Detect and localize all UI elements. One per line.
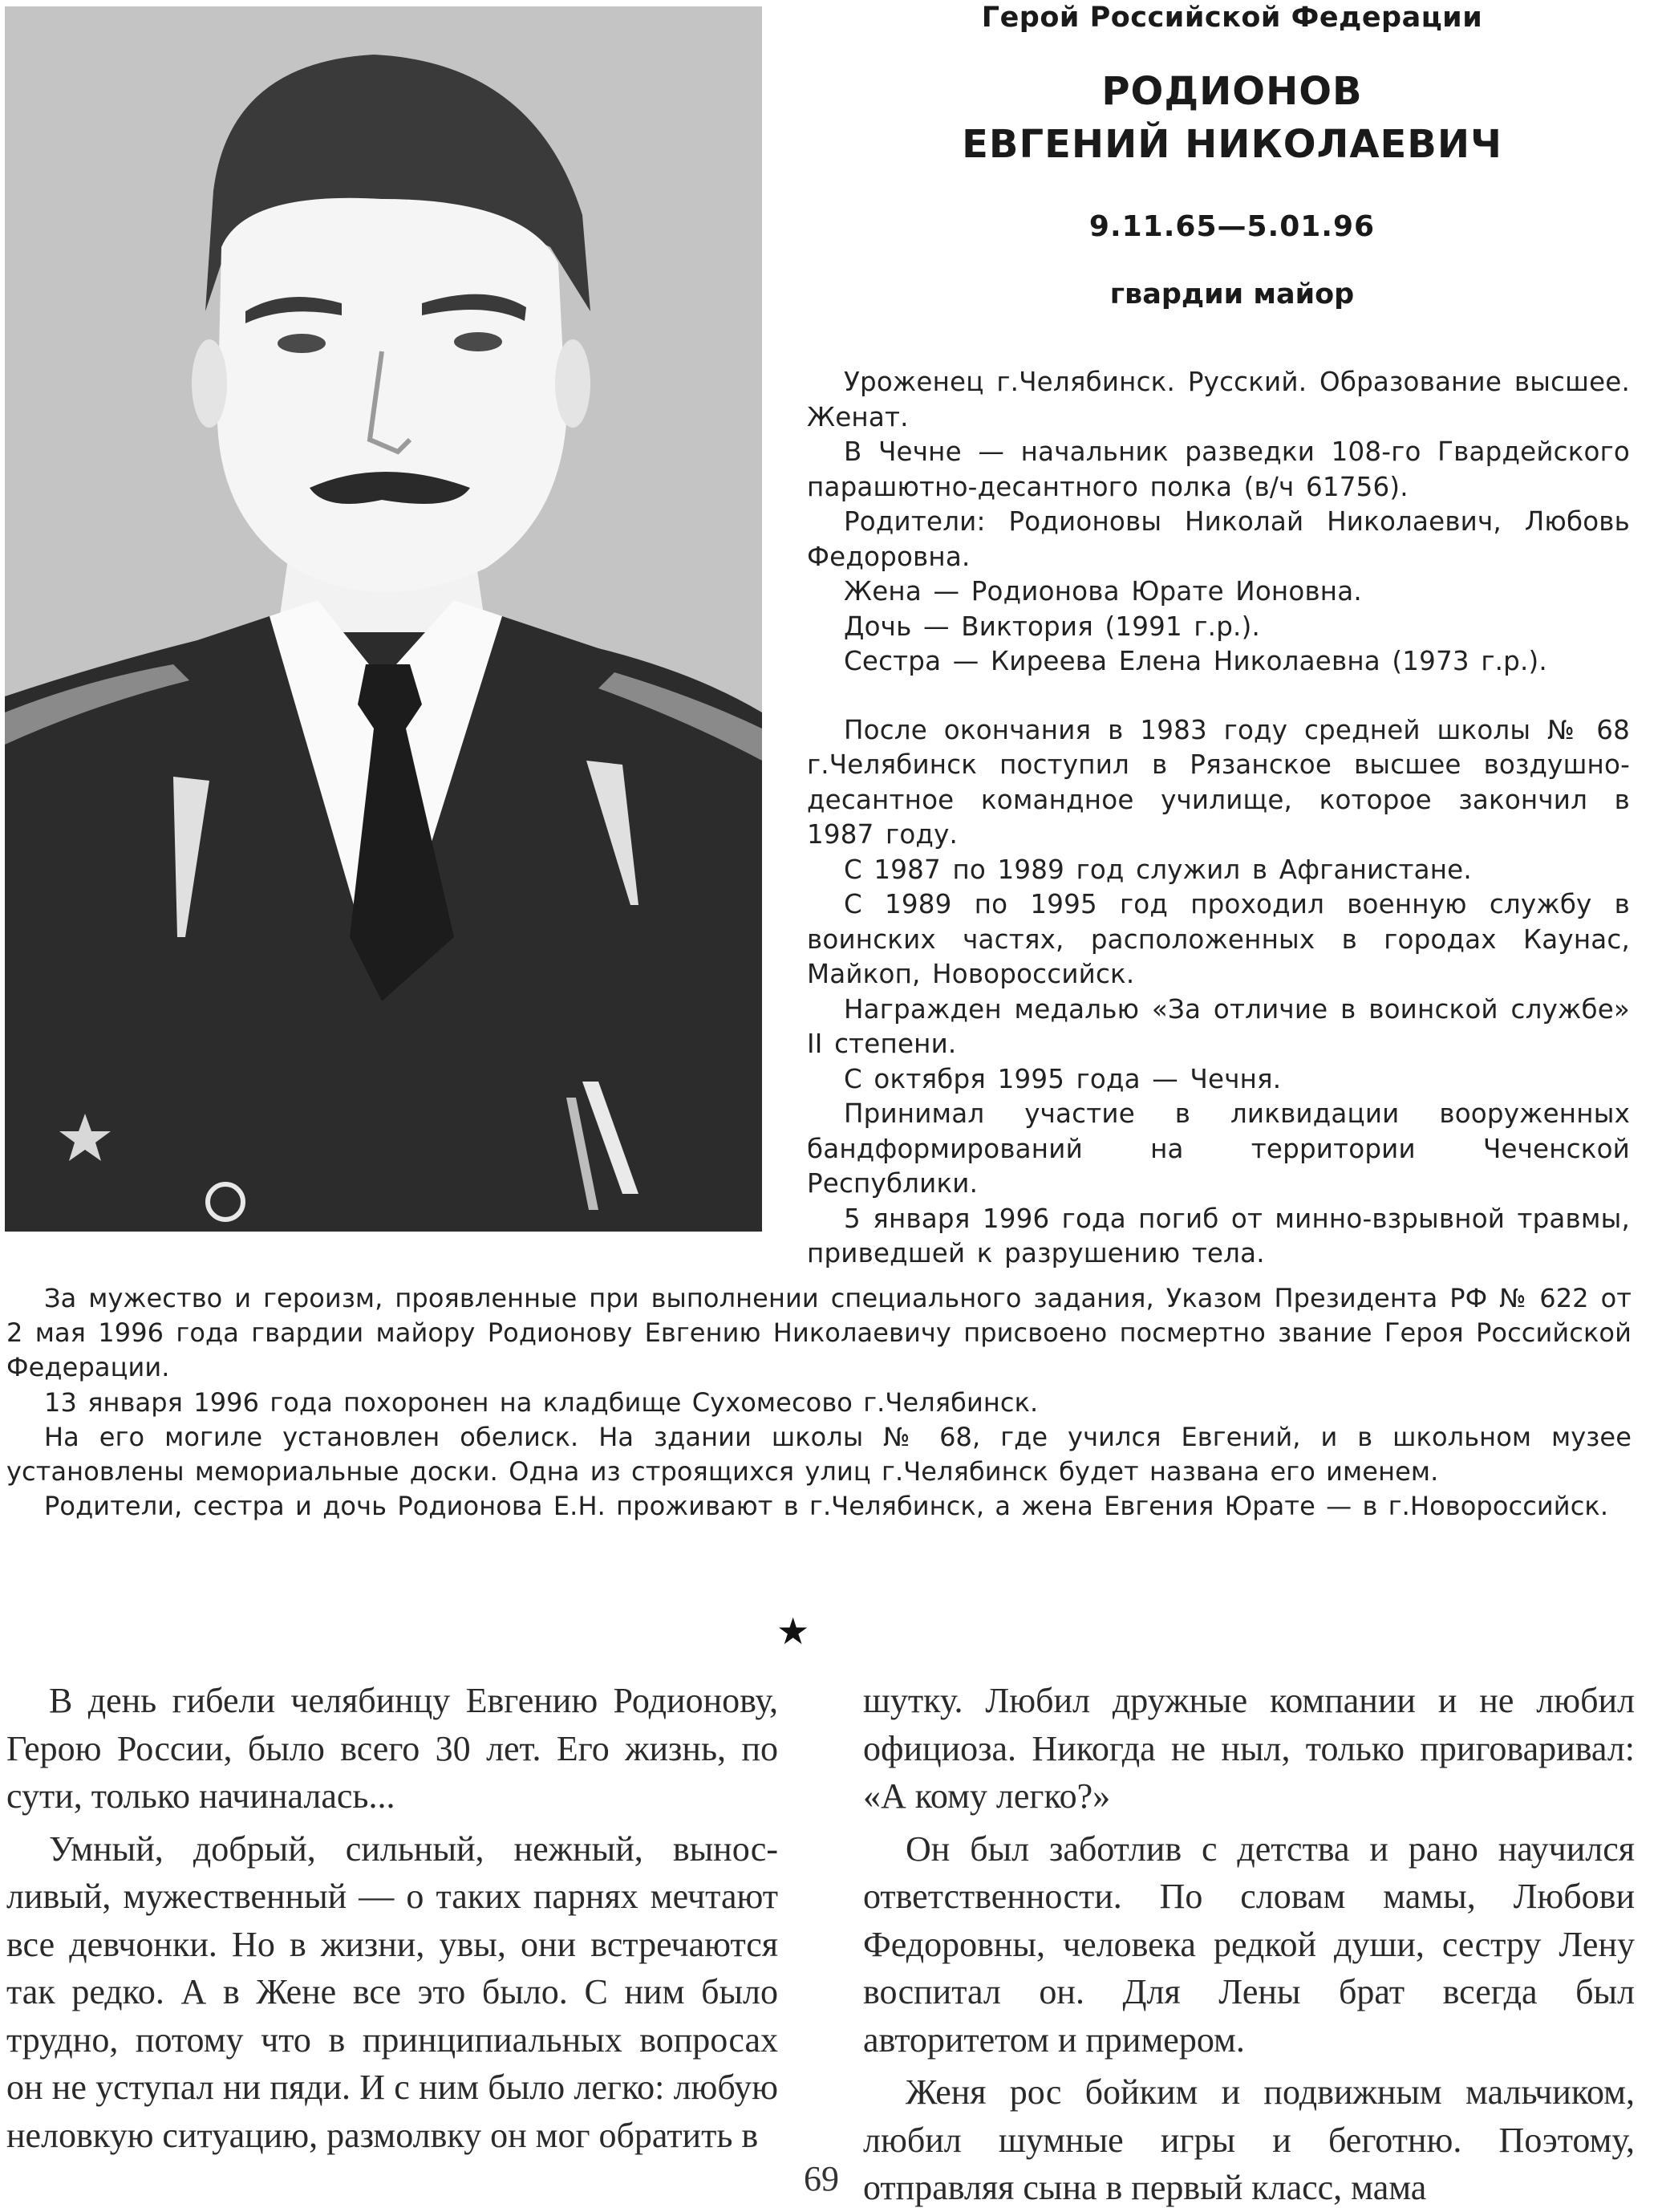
family-residence-paragraph: Родители, сестра и дочь Родионова Е.Н. проживают в г.Челябинск, а жена Евгения Юрате — в г.Новороссийск. [44,1491,1609,1522]
article-paragraph: Он был заботлив с детства и рано научился ответственности. По словам мамы, Любови Федоровны, человека редкой души, сестру Лену воспитал он. Для Лены брат всегда был авторитетом и примером. [863,1828,1635,2060]
bio-paragraph: С 1987 по 1989 год служил в Афганистане. [844,854,1472,885]
bio-paragraph: Дочь — Виктория (1991 г.р.). [844,611,1260,642]
bio-paragraph: Сестра — Киреева Елена Николаевна (1973 г.р.). [844,646,1547,676]
article-left-column [6,1677,778,2159]
paragraph-gap [807,680,1630,713]
article-paragraph: шутку. Любил дружные компании и не любил официоза. Никогда не ныл, только приговаривал: «А кому легко?» [863,1681,1635,1816]
bio-paragraph: Родители: Родионовы Николай Николаевич, Любовь Федоровна. [807,506,1630,572]
bio-paragraph: С 1989 по 1995 год проходил военную службу в воинских частях, расположенных в городах Каунас, Майкоп, Новороссийск. [807,889,1630,989]
person-given-names: ЕВГЕНИЙ НИКОЛАЕВИЧ [962,122,1502,167]
bio-paragraph: Жена — Родионова Юрате Ионовна. [844,576,1362,607]
hero-title: Герой Российской Федерации [981,2,1483,34]
bio-paragraph: 5 января 1996 года погиб от минно-взрывной травмы, приведшей к разрушению тела. [807,1203,1630,1268]
bio-paragraph: С октября 1995 года — Чечня. [844,1063,1282,1094]
military-rank: гвардии майор [1109,278,1355,310]
memorial-paragraph: На его могиле установлен обелиск. На здании школы № 68, где учился Евгений, и в школьном музее установлены мемориальные доски. Одна из строящихся улиц г.Челябинск будет названа его именем. [6,1421,1632,1488]
burial-paragraph: 13 января 1996 года похоронен на кладбище Сухомесово г.Челябинск. [44,1386,1039,1418]
article-paragraph: Женя рос бойким и подвижным мальчиком, любил шумные игры и беготню. Поэтому, отправляя сына в первый класс, мама [863,2072,1635,2207]
portrait-photo [5,6,762,1232]
bio-paragraph: Принимал участие в ликвидации вооруженных бандформирований на территории Чеченской Республики. [807,1098,1630,1199]
bio-paragraph: После окончания в 1983 году средней школы № 68 г.Челябинск поступил в Рязанское высшее воздушно-десантное командное училище, которое закончил в 1987 году. [807,714,1630,850]
page-number: 69 [804,2159,839,2198]
bio-paragraph: Награжден медалью «За отличие в воинской службе» II степени. [807,993,1630,1059]
portrait-icon [5,6,762,1232]
article-paragraph: В день гибели челябинцу Евгению Родионову, Герою России, было всего 30 лет. Его жизнь, по сути, только начиналась... [6,1681,778,1816]
bio-paragraph: Уроженец г.Челябинск. Русский. Образование высшее. Женат. [807,367,1630,432]
article-right-column [863,1677,1635,2212]
bio-paragraph: В Чечне — начальник разведки 108-го Гвардейского парашютно-десантного полка (в/ч 61756). [807,436,1630,502]
person-surname: РОДИОНОВ [1101,69,1363,114]
article-paragraph: Умный, добрый, сильный, нежный, выносливый, мужественный — о таких парнях мечтают все девчонки. Но в жизни, увы, они встречаются так редко. А в Жене все это было. С ним было трудно, потому что в принципиальных вопросах он не уступал ни пяди. И с ним было легко: любую неловкую ситуацию, размолвку он мог обратить в [6,1828,778,2155]
biography-summary [807,365,1630,1272]
life-dates: 9.11.65—5.01.96 [1088,210,1376,243]
award-paragraph: За мужество и героизм, проявленные при выполнении специального задания, Указом Президента РФ № 622 от 2 мая 1996 года гвардии майору Родионову Евгению Николаевичу присвоено посмертно звание Героя Российской Федерации. [6,1283,1632,1383]
award-and-burial-text [6,1281,1632,1524]
star-icon: ★ [776,1609,810,1653]
